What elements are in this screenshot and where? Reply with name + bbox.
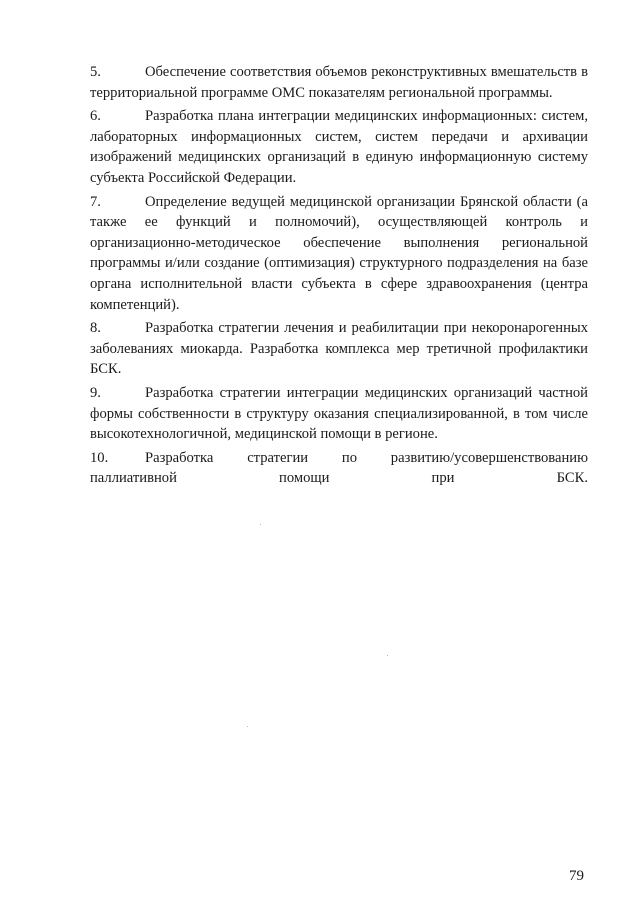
list-item-9 [90, 383, 588, 445]
list-item-text: Разработка стратегии лечения и реабилитации при некоронарогенных заболеваниях миокарда. Разработка комплекса мер третичной профилактики БСК. [90, 320, 588, 378]
list-item-text: Обеспечение соответствия объемов реконструктивных вмешательств в территориальной программе ОМС показателям региональной программы. [90, 64, 588, 101]
list-item-10 [90, 448, 588, 489]
list-item-text: Разработка плана интеграции медицинских информационных: систем, лабораторных информационных систем, систем передачи и архивации изображений медицинских организаций в единую информационную систему субъекта Российской Федерации. [90, 108, 588, 186]
list-item-number: 7. [90, 193, 101, 210]
scan-speck [247, 726, 248, 727]
scan-speck [260, 524, 261, 525]
list-item-8 [90, 318, 588, 380]
list-item-5 [90, 62, 588, 103]
list-item-number: 10. [90, 449, 109, 466]
scan-speck [387, 655, 388, 656]
list-item-number: 8. [90, 320, 101, 337]
list-item-number: 9. [90, 384, 101, 401]
list-item-7 [90, 192, 588, 316]
numbered-list [90, 62, 588, 492]
list-item-text: Разработка стратегии интеграции медицинских организаций частной формы собственности в структуру оказания специализированной, в том числе высокотехнологичной, медицинской помощи в регионе. [90, 384, 588, 443]
list-item-text: Разработка стратегии по развитию/усовершенствованию паллиативной помощи при БСК. [90, 449, 588, 487]
list-item-number: 5. [90, 64, 101, 80]
list-item-number: 6. [90, 108, 101, 125]
page-number: 79 [569, 868, 584, 884]
list-item-text: Определение ведущей медицинской организации Брянской области (а также ее функций и полномочий), осуществляющей контроль и организационно-методическое обеспечение выполнения региональной программы и/или создание (оптимизация) структурного подразделения на базе органа исполнительной власти субъекта в сфере здравоохранения (центра компетенций). [90, 193, 588, 313]
list-item-6 [90, 106, 588, 188]
